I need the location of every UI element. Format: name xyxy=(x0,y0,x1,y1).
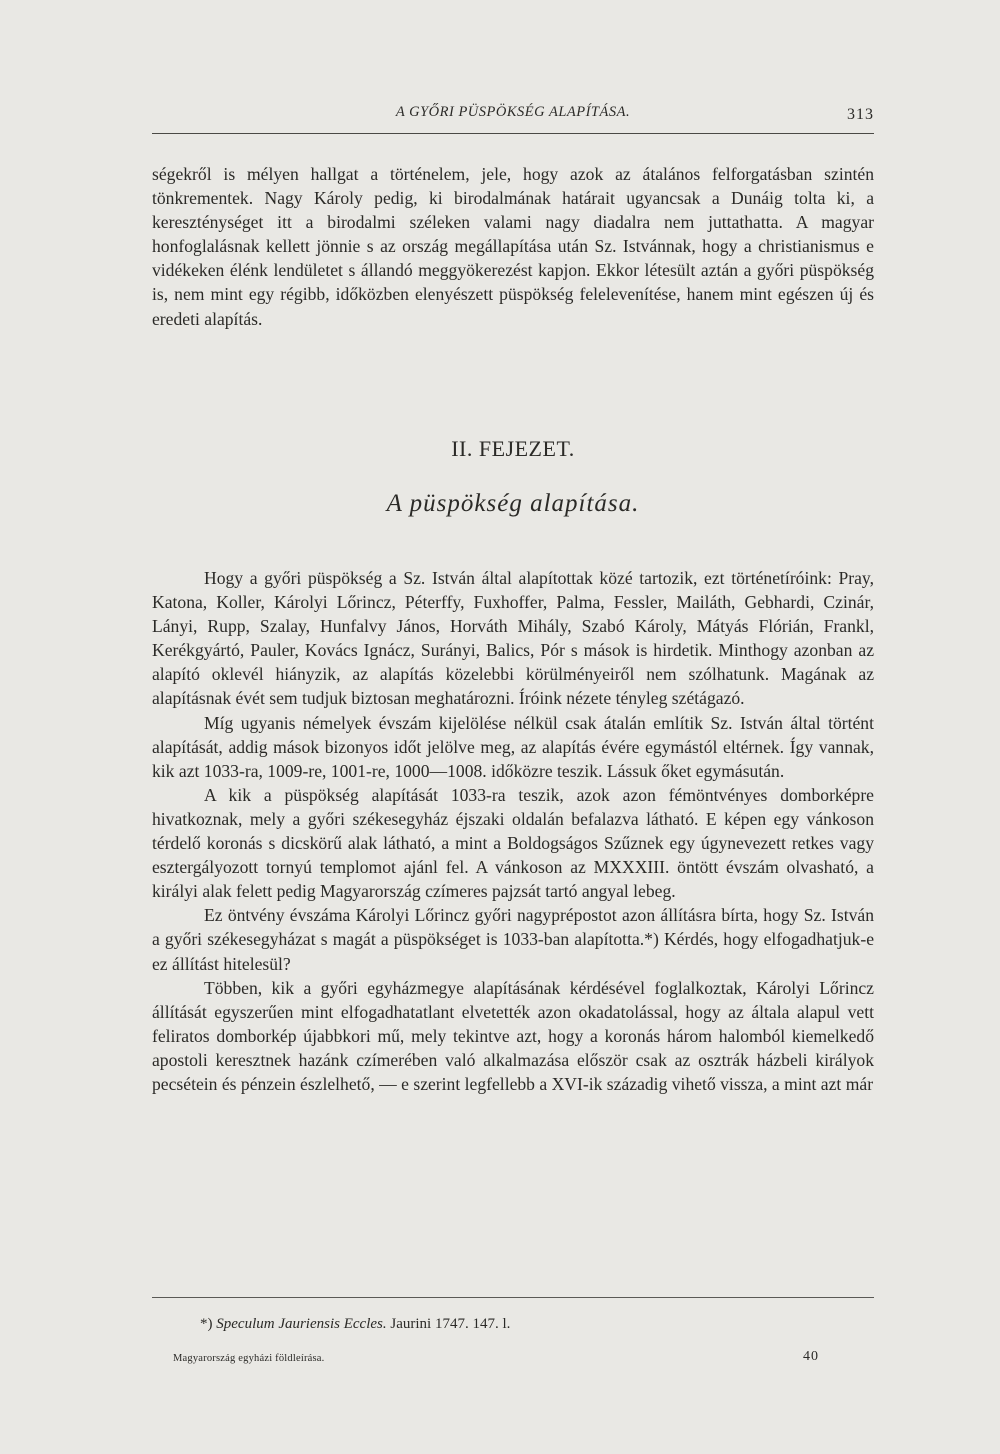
paragraph-text: ségekről is mélyen hallgat a történelem, jele, hogy azok az átalános felforgatásban szintén tönkrementek. Nagy Károly pedig, ki birodalmának határait ugyancsak a Dunáig tolta ki, a kereszténységet itt a birodalmi széleken valami nagy diadalra nem juttathatta. A magyar honfoglalásnak kellett jönnie s az ország megállapítása után Sz. Istvánnak, hogy a christianismus e vidékeken élénk lendületet s állandó meggyökerezést kapjon. Ekkor létesült aztán a győri püspökség is, nem mint egy régibb, időközben elenyészett püspökség felelevenítése, hanem mint egészen új és eredeti alapítás. xyxy=(152,164,874,329)
running-header xyxy=(150,104,876,126)
footnote-title: Speculum Jauriensis Eccles. xyxy=(216,1316,387,1332)
page-number: 313 xyxy=(847,106,874,123)
paragraph: Ez öntvény évszáma Károlyi Lőrincz győri nagyprépostot azon állításra bírta, hogy Sz. István a győri székesegyházat s magát a püspökséget is 1033-ban alapította.*) Kérdés, hogy elfogadhatjuk-e ez állítást hitelesül? xyxy=(152,905,874,974)
paragraph: Míg ugyanis némelyek évszám kijelölése nélkül csak átalán említik Sz. István által történt alapítását, addig mások bizonyos időt jelölve meg, az alapítás évére egymástól eltérnek. Így vannak, kik azt 1033-ra, 1009-re, 1001-re, 1000—1008. időközre teszik. Lássuk őket egymásután. xyxy=(152,712,874,781)
paragraph: Hogy a győri püspökség a Sz. István által alapítottak közé tartozik, ezt történetíróink: Pray, Katona, Koller, Károlyi Lőrincz, Péterffy, Fuxhoffer, Palma, Fessler, Mailáth, Gebhardi, Czinár, Lányi, Rupp, Szalay, Hunfalvy János, Horváth Mihály, Szabó Károly, Mátyás Flórián, Frankl, Kerékgyártó, Pauler, Kovács Ignácz, Surányi, Balics, Pór s mások is hirdetik. Minthogy azonban az alapító oklevél hiányzik, az alapítás közelebbi körülményeiről nem szólhatunk. Magának az alapításnak évét sem tudjuk biztosan meghatározni. Íróink nézete tényleg szétágazó. xyxy=(152,568,874,709)
signature-title: Magyarország egyházi földleírása. xyxy=(173,1353,325,1364)
footnote-marker: *) xyxy=(200,1316,213,1332)
chapter-subtitle: A püspökség alapítása. xyxy=(386,490,640,517)
footnote-rule xyxy=(152,1297,874,1298)
footnote xyxy=(200,1316,510,1333)
chapter-body xyxy=(152,566,874,1096)
header-rule xyxy=(152,133,874,134)
signature-number: 40 xyxy=(803,1349,819,1364)
running-title: A GYŐRI PÜSPÖKSÉG ALAPÍTÁSA. xyxy=(395,104,631,120)
intro-paragraph xyxy=(152,162,874,331)
chapter-heading: II. FEJEZET. xyxy=(451,436,575,461)
paragraph: A kik a püspökség alapítását 1033-ra teszik, azok azon fémöntvényes domborképre hivatkoznak, mely a győri székesegyház éjszaki oldalán befalazva látható. E képen egy vánkoson térdelő koronás s dicskörű alak látható, a mint a Boldogságos Szűznek egy úgynevezett retkes vagy esztergályozott tornyú templomot ajánl fel. A vánkoson az MXXXIII. öntött évszám olvasható, a királyi alak felett pedig Magyarország czímeres pajzsát tartó angyal lebeg. xyxy=(152,784,874,902)
paragraph: Többen, kik a győri egyházmegye alapításának kérdésével foglalkoztak, Károlyi Lőrincz állítását egyszerűen mint elfogadhatatlant elvetették azon okadatolással, hogy az általa alapul vett feliratos domborkép újabbkori mű, mely tekintve azt, hogy a koronás három halomból kiemelkedő apostoli keresztnek hazánk czímerében való alkalmazása először csak az osztrák házbeli királyok pecsétein és pénzein észlelhető, — e szerint legfellebb a XVI-ik századig vihető vissza, a mint azt már xyxy=(152,977,874,1094)
footnote-reference: Jaurini 1747. 147. l. xyxy=(390,1316,511,1332)
